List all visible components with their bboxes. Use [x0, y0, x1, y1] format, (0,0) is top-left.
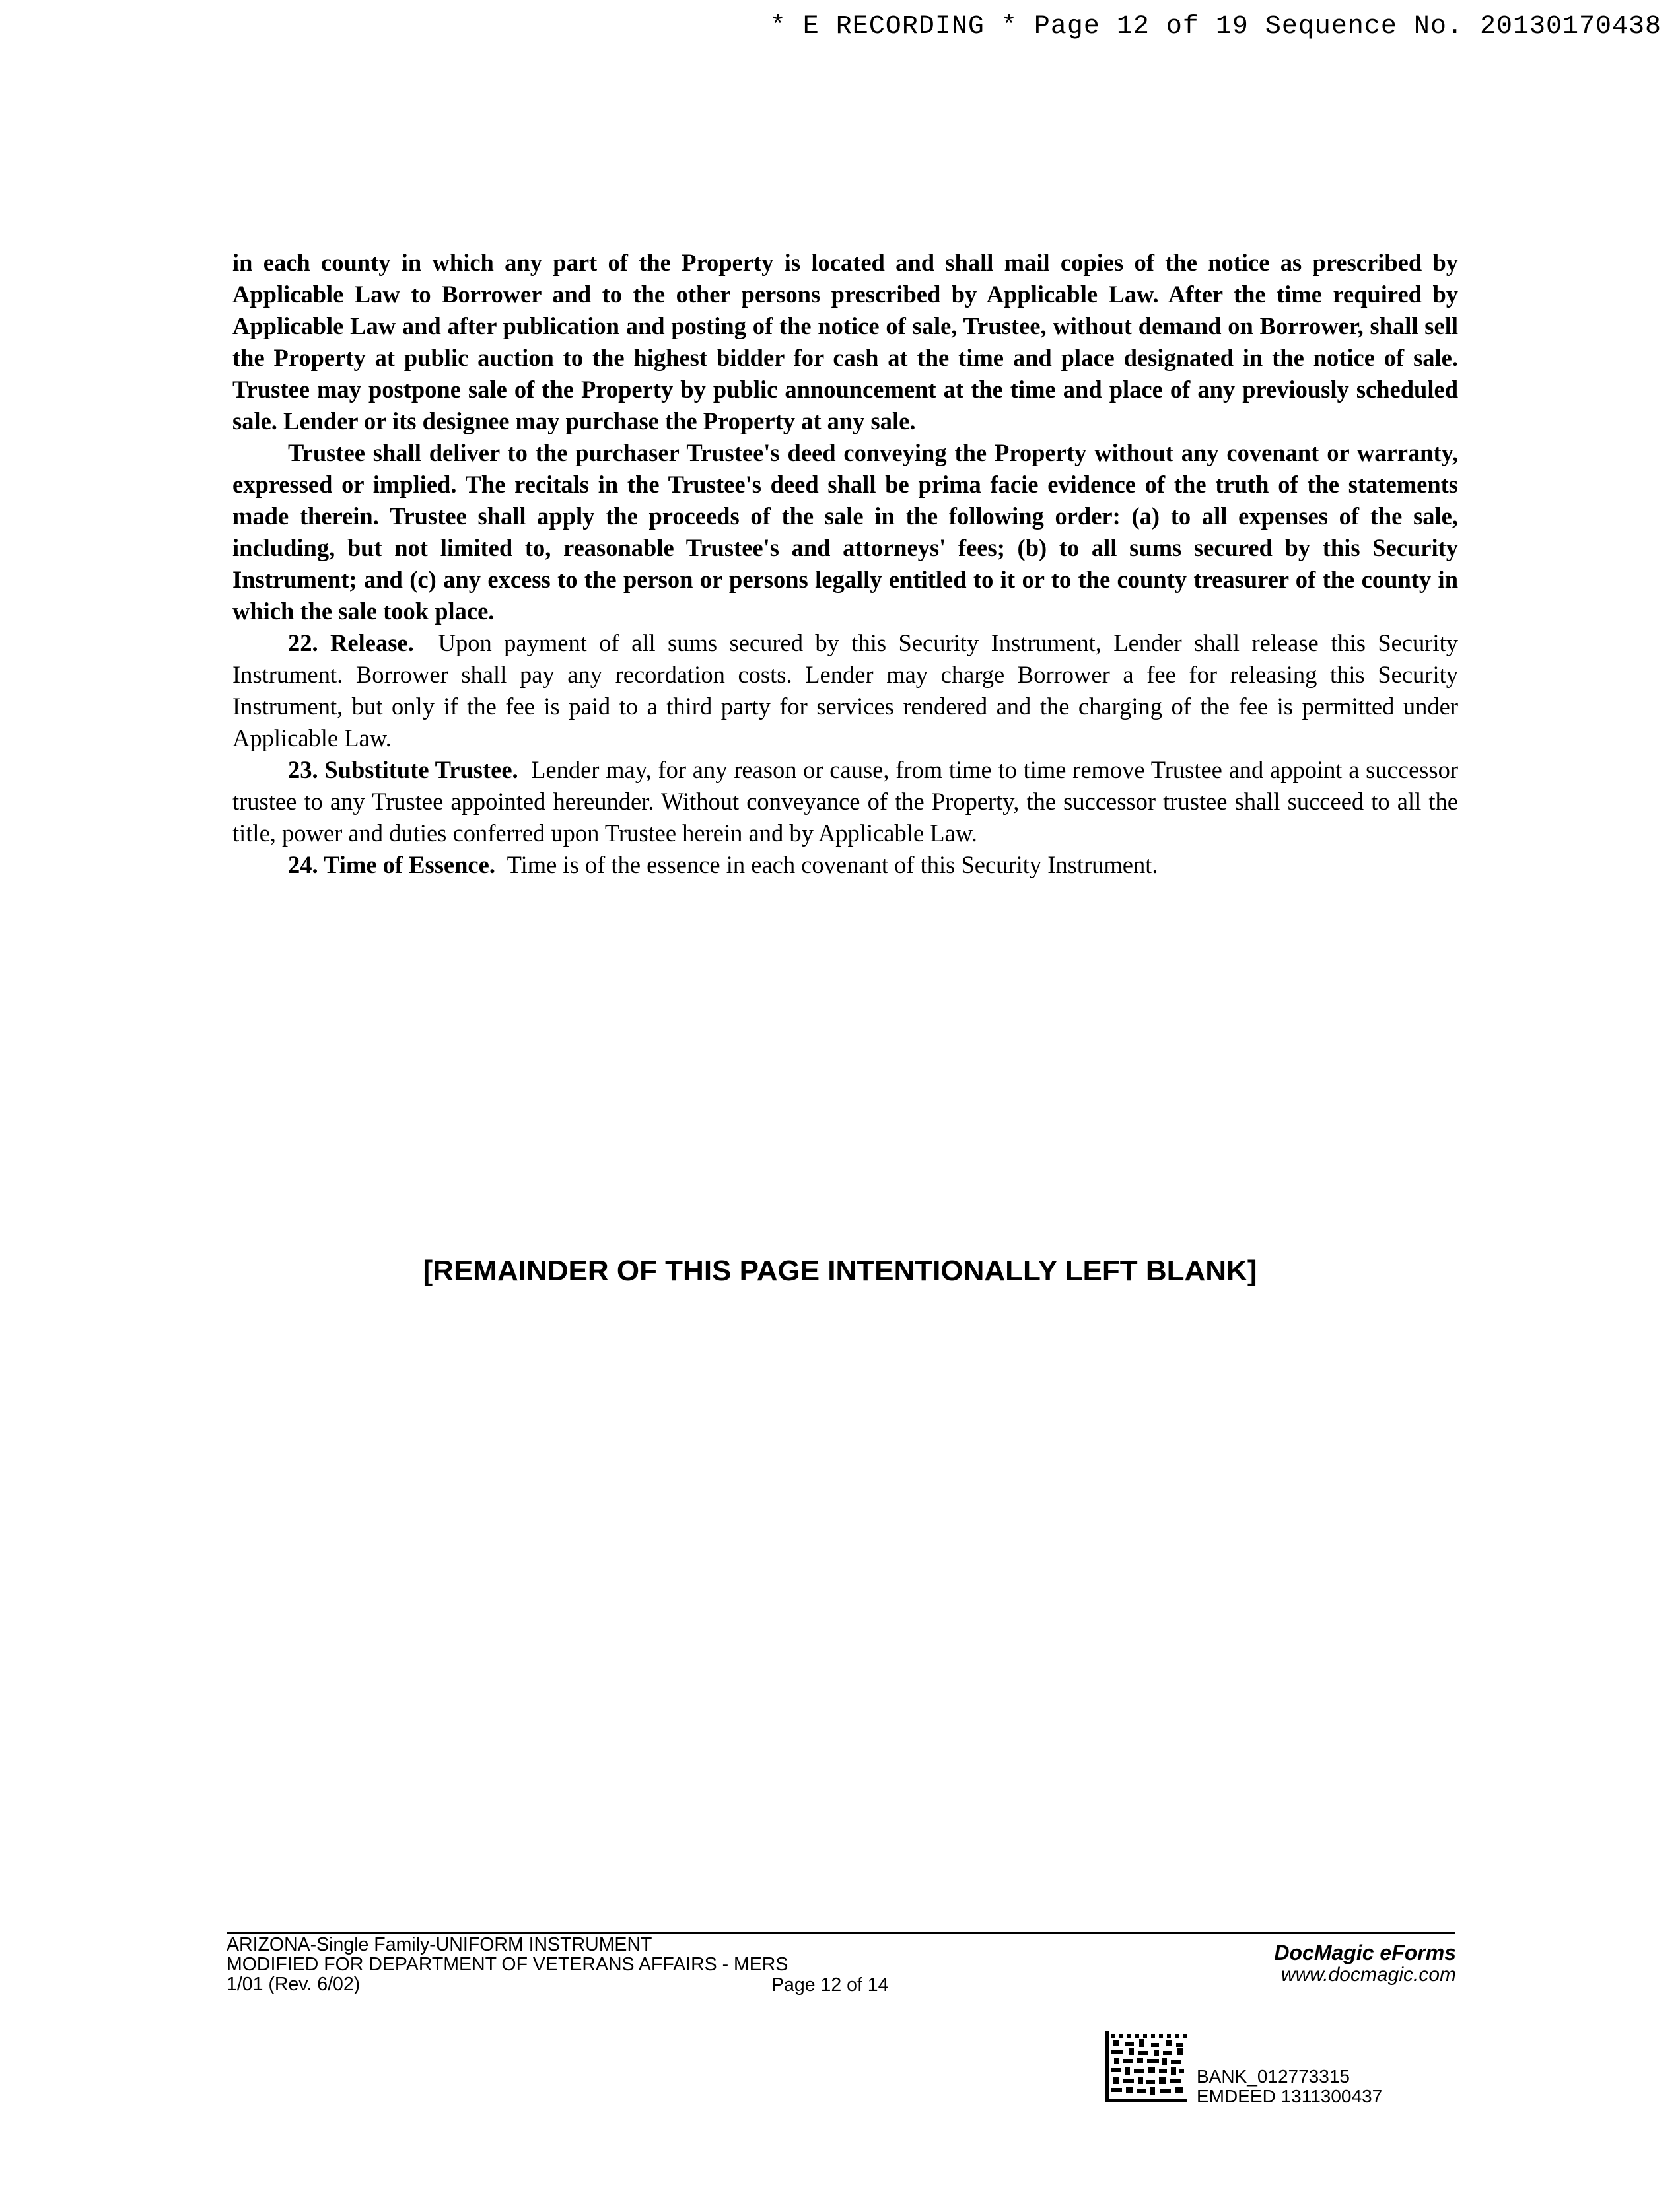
- section-substitute-trustee: [232, 754, 1458, 849]
- footer-form-title: ARIZONA-Single Family-UNIFORM INSTRUMENT: [227, 1934, 652, 1955]
- barcode-label: BANK_012773315: [1197, 2066, 1350, 2087]
- section-time-of-essence: [232, 849, 1458, 881]
- section-text: Upon payment of all sums secured by this Security Instrument, Lender shall release this Security Instrument. Borrower shall pay any recordation costs. Lender may charge Borrower a fee for releasing this Security Instrument, but only if the fee is paid to a third party for services rendered and the charging of the fee is permitted under Applicable Law.: [232, 629, 1458, 751]
- barcode-label-2: EMDEED 1311300437: [1197, 2087, 1383, 2105]
- footer-form-subtitle: MODIFIED FOR DEPARTMENT OF VETERANS AFFAIRS - MERS: [227, 1954, 788, 1975]
- section-title: 22. Release.: [288, 629, 414, 656]
- section-text: Time is of the essence in each covenant of this Security Instrument.: [507, 851, 1158, 878]
- recording-stamp: * E RECORDING * Page 12 of 19 Sequence No. 20130170438: [769, 12, 1662, 42]
- blank-page-notice: [REMAINDER OF THIS PAGE INTENTIONALLY LEFT BLANK]: [423, 1255, 1257, 1287]
- footer-form-info: [227, 1935, 788, 1994]
- footer-page-number: Page 12 of 14: [771, 1974, 889, 1996]
- docmagic-logo: [1274, 1941, 1456, 1986]
- brand-name: DocMagic eForms: [1274, 1941, 1456, 1964]
- section-text: Lender may, for any reason or cause, from time to time remove Trustee and appoint a successor trustee to any Trustee appointed hereunder. Without conveyance of the Property, the successor trustee shall succeed to all the title, power and duties conferred upon Trustee herein and by Applicable Law.: [232, 756, 1458, 847]
- barcode-2d-icon: [1105, 2031, 1187, 2102]
- section-title: 23. Substitute Trustee.: [288, 756, 518, 783]
- section-title: 24. Time of Essence.: [288, 851, 495, 878]
- section-release: [232, 627, 1458, 754]
- paragraph-trustee-deed: Trustee shall deliver to the purchaser Trustee's deed conveying the Property without any covenant or warranty, expressed or implied. The recitals in the Trustee's deed shall be prima facie evidence of the truth of the statements made therein. Trustee shall apply the proceeds of the sale in the following order: (a) to all expenses of the sale, including, but not limited to, reasonable Trustee's and attorneys' fees; (b) to all sums secured by this Security Instrument; and (c) any excess to the person or persons legally entitled to it or to the county treasurer of the county in which the sale took place.: [232, 439, 1458, 625]
- paragraph-sale-notice: in each county in which any part of the Property is located and shall mail copies of the notice as prescribed by Applicable Law to Borrower and to the other persons prescribed by Applicable Law. After the time required by Applicable Law and after publication and posting of the notice of sale, Trustee, without demand on Borrower, shall sell the Property at public auction to the highest bidder for cash at the time and place designated in the notice of sale. Trustee may postpone sale of the Property by public announcement at the time and place of any previously scheduled sale. Lender or its designee may purchase the Property at any sale.: [232, 249, 1458, 434]
- document-body: [232, 247, 1458, 881]
- barcode-label-clipped: [1197, 2087, 1382, 2105]
- brand-url: www.docmagic.com: [1280, 1964, 1456, 1986]
- footer-form-revision: 1/01 (Rev. 6/02): [227, 1974, 361, 1995]
